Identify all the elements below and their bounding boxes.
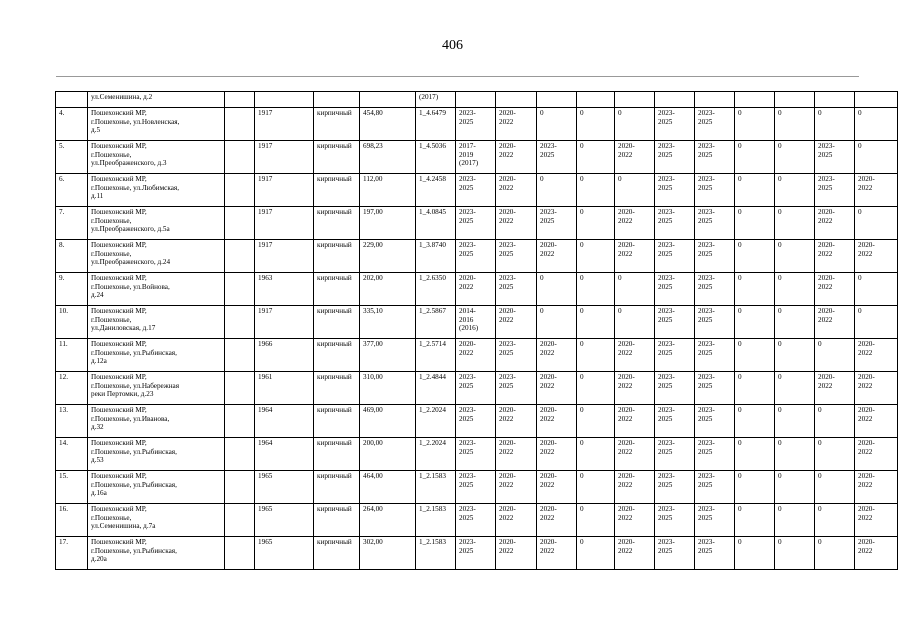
table-cell (695, 92, 735, 108)
table-cell-empty (225, 471, 255, 504)
table-cell (815, 92, 855, 108)
table-cell (855, 92, 898, 108)
table-cell: 0 (577, 174, 615, 207)
table-cell: Пошехонский МР, г.Пошехонье, ул.Рыбинская, д.20а (88, 537, 225, 570)
table-cell: 2023- 2025 (695, 504, 735, 537)
table-cell: 1961 (255, 372, 314, 405)
table-cell: 2020- 2022 (855, 174, 898, 207)
table-cell: 2023- 2025 (456, 405, 496, 438)
table-cell-empty (225, 207, 255, 240)
table-cell: кирпичный (314, 471, 360, 504)
table-cell: 2023- 2025 (456, 504, 496, 537)
table-body (56, 92, 898, 570)
table-cell: 0 (537, 273, 577, 306)
table-cell: Пошехонский МР, г.Пошехонье, ул.Преображенского, д.24 (88, 240, 225, 273)
table-cell: 2023- 2025 (456, 372, 496, 405)
table-cell (360, 92, 416, 108)
table-cell: 2020- 2022 (615, 405, 655, 438)
table-cell-empty (225, 174, 255, 207)
table-cell: 2023- 2025 (695, 372, 735, 405)
table-cell: 0 (855, 273, 898, 306)
table-cell: 0 (577, 372, 615, 405)
table-cell: 2020- 2022 (537, 372, 577, 405)
table-cell: 310,00 (360, 372, 416, 405)
table-cell: 0 (815, 471, 855, 504)
table-row (56, 207, 898, 240)
table-cell: 197,00 (360, 207, 416, 240)
table-cell: Пошехонский МР, г.Пошехонье, ул.Любимская, д.11 (88, 174, 225, 207)
table-cell: 0 (537, 306, 577, 339)
table-cell: 0 (537, 108, 577, 141)
table-cell: 2023- 2025 (655, 438, 695, 471)
table-cell: 1_4.0845 (416, 207, 456, 240)
table-cell: 0 (735, 372, 775, 405)
table-cell: 0 (615, 108, 655, 141)
table-cell: 2020- 2022 (615, 339, 655, 372)
table-cell: 2023- 2025 (456, 108, 496, 141)
table-cell: Пошехонский МР, г.Пошехонье, ул.Даниловская, д.17 (88, 306, 225, 339)
table-cell: 1964 (255, 438, 314, 471)
table-cell: 0 (735, 108, 775, 141)
table-cell: 464,00 (360, 471, 416, 504)
table-cell: 0 (577, 405, 615, 438)
table-cell: 0 (615, 174, 655, 207)
table-cell: 2020- 2022 (615, 537, 655, 570)
table-cell: 0 (577, 306, 615, 339)
table-cell: 0 (735, 174, 775, 207)
table-row (56, 537, 898, 570)
table-cell: 0 (735, 240, 775, 273)
table-row (56, 339, 898, 372)
table-cell: 0 (855, 306, 898, 339)
table-cell: 2023- 2025 (456, 207, 496, 240)
table-cell: 335,10 (360, 306, 416, 339)
table-cell: 2020- 2022 (537, 339, 577, 372)
table-cell: кирпичный (314, 372, 360, 405)
table-cell: 10. (56, 306, 88, 339)
table-cell: 2020- 2022 (496, 174, 537, 207)
table-cell: 1_2.5867 (416, 306, 456, 339)
table-cell: кирпичный (314, 537, 360, 570)
table-cell-empty (225, 108, 255, 141)
table-cell: 2020- 2022 (855, 504, 898, 537)
table-cell: 0 (855, 108, 898, 141)
table-cell: 698,23 (360, 141, 416, 174)
table-cell: 7. (56, 207, 88, 240)
table-cell: 2020- 2022 (855, 240, 898, 273)
table-cell: кирпичный (314, 339, 360, 372)
table-cell: 2020- 2022 (496, 306, 537, 339)
table-cell: 0 (735, 471, 775, 504)
table-cell: 0 (815, 339, 855, 372)
table-cell: 1917 (255, 141, 314, 174)
table-cell: кирпичный (314, 108, 360, 141)
table-cell: 2023- 2025 (496, 240, 537, 273)
table-cell: Пошехонский МР, г.Пошехонье, ул.Иванова, д.32 (88, 405, 225, 438)
table-cell: 0 (577, 339, 615, 372)
table-cell: 0 (775, 306, 815, 339)
table-cell: 0 (577, 141, 615, 174)
table-cell: кирпичный (314, 306, 360, 339)
table-row (56, 504, 898, 537)
table-row (56, 174, 898, 207)
table-cell: 2023- 2025 (695, 273, 735, 306)
table-cell: 1917 (255, 240, 314, 273)
table-cell: 2020- 2022 (815, 240, 855, 273)
table-row (56, 372, 898, 405)
table-cell: 2020- 2022 (496, 108, 537, 141)
table-cell: 2023- 2025 (695, 339, 735, 372)
table-cell: 454,80 (360, 108, 416, 141)
table-cell: Пошехонский МР, г.Пошехонье, ул.Набережная реки Пертомки, д.23 (88, 372, 225, 405)
table-cell: 2020- 2022 (456, 339, 496, 372)
table-cell: 1_2.1583 (416, 471, 456, 504)
table-cell: 2023- 2025 (655, 141, 695, 174)
table-cell: 2023- 2025 (655, 504, 695, 537)
table-cell: 2023- 2025 (456, 240, 496, 273)
table-cell: кирпичный (314, 504, 360, 537)
table-cell: 2023- 2025 (695, 207, 735, 240)
table-cell: 2023- 2025 (815, 174, 855, 207)
table-cell (537, 92, 577, 108)
table-cell: 0 (735, 207, 775, 240)
housing-register-table (55, 91, 898, 570)
table-cell: Пошехонский МР, г.Пошехонье, ул.Рыбинская, д.12а (88, 339, 225, 372)
table-cell: 0 (775, 471, 815, 504)
table-cell: 0 (855, 207, 898, 240)
table-cell: 0 (615, 273, 655, 306)
table-cell: 2020- 2022 (537, 471, 577, 504)
table-cell (225, 92, 255, 108)
table-cell: 2023- 2025 (655, 405, 695, 438)
table-cell: 1_2.5714 (416, 339, 456, 372)
table-cell: 6. (56, 174, 88, 207)
table-cell-empty (225, 405, 255, 438)
table-cell (255, 92, 314, 108)
table-cell: 2023- 2025 (655, 537, 695, 570)
table-cell: 2020- 2022 (615, 141, 655, 174)
table-cell: кирпичный (314, 141, 360, 174)
table-cell: 2023- 2025 (655, 372, 695, 405)
table-cell: 0 (735, 504, 775, 537)
table-cell: 0 (775, 339, 815, 372)
table-cell: 2020- 2022 (615, 504, 655, 537)
table-cell: 11. (56, 339, 88, 372)
table-cell (775, 92, 815, 108)
table-cell: 4. (56, 108, 88, 141)
table-cell: 2023- 2025 (655, 339, 695, 372)
table-cell: 2020- 2022 (537, 438, 577, 471)
table-cell: 2023- 2025 (695, 141, 735, 174)
table-cell: 0 (577, 207, 615, 240)
table-cell: 0 (815, 504, 855, 537)
table-row (56, 306, 898, 339)
table-cell: 14. (56, 438, 88, 471)
table-row (56, 108, 898, 141)
table-cell (496, 92, 537, 108)
table-cell: 2020- 2022 (615, 438, 655, 471)
table-cell: Пошехонский МР, г.Пошехонье, ул.Рыбинская, д.53 (88, 438, 225, 471)
table-cell: 1917 (255, 174, 314, 207)
table-cell: 0 (577, 504, 615, 537)
table-cell: 2023- 2025 (695, 405, 735, 438)
table-row (56, 438, 898, 471)
table-cell: 0 (815, 108, 855, 141)
table-cell: 0 (537, 174, 577, 207)
table-cell: 2023- 2025 (655, 174, 695, 207)
table-cell: 2020- 2022 (615, 207, 655, 240)
table-row (56, 141, 898, 174)
table-cell: 16. (56, 504, 88, 537)
header-rule (56, 76, 859, 77)
table-cell: 2020- 2022 (855, 537, 898, 570)
table-cell (735, 92, 775, 108)
table-cell: Пошехонский МР, г.Пошехонье, ул.Войнова, д.24 (88, 273, 225, 306)
table-cell: 2020- 2022 (855, 372, 898, 405)
table-cell-empty (225, 273, 255, 306)
table-cell: 2023- 2025 (655, 306, 695, 339)
table-cell-empty (225, 141, 255, 174)
table-cell: 2020- 2022 (496, 438, 537, 471)
table-cell-empty (225, 537, 255, 570)
table-cell: 2020- 2022 (815, 372, 855, 405)
table-cell: 1965 (255, 537, 314, 570)
table-cell: 2020- 2022 (456, 273, 496, 306)
table-cell-empty (225, 372, 255, 405)
table-cell: 2023- 2025 (695, 537, 735, 570)
table-cell: кирпичный (314, 174, 360, 207)
table-cell: 0 (815, 438, 855, 471)
table-cell: 1_2.2024 (416, 405, 456, 438)
table-cell-empty (225, 504, 255, 537)
table-cell: 1917 (255, 108, 314, 141)
table-cell: 2014- 2016 (2016) (456, 306, 496, 339)
table-cell: 1_4.2458 (416, 174, 456, 207)
table-cell: 2023- 2025 (496, 273, 537, 306)
table-cell: 9. (56, 273, 88, 306)
table-cell: 0 (735, 273, 775, 306)
table-cell: 2023- 2025 (655, 240, 695, 273)
table-cell: 229,00 (360, 240, 416, 273)
table-cell: 2023- 2025 (496, 339, 537, 372)
table-cell: 2020- 2022 (615, 471, 655, 504)
table-cell: 2020- 2022 (496, 504, 537, 537)
table-cell: 2023- 2025 (695, 240, 735, 273)
table-cell: 1917 (255, 306, 314, 339)
table-cell: 1965 (255, 504, 314, 537)
table-cell: 2020- 2022 (496, 471, 537, 504)
table-cell: 0 (775, 108, 815, 141)
table-cell: 2023- 2025 (537, 141, 577, 174)
table-cell: 2020- 2022 (537, 504, 577, 537)
table-cell: 13. (56, 405, 88, 438)
table-cell (577, 92, 615, 108)
table-cell: 0 (775, 273, 815, 306)
table-row (56, 240, 898, 273)
table-cell: 0 (735, 141, 775, 174)
table-cell: кирпичный (314, 438, 360, 471)
table-cell: ул.Семенишина, д.2 (88, 92, 225, 108)
table-cell: 1917 (255, 207, 314, 240)
page-number: 406 (442, 38, 463, 53)
table-cell: 2023- 2025 (456, 537, 496, 570)
table-cell (456, 92, 496, 108)
table-cell: 1963 (255, 273, 314, 306)
table-cell: 2020- 2022 (537, 405, 577, 438)
table-cell: 2023- 2025 (456, 438, 496, 471)
table-cell: 0 (815, 537, 855, 570)
table-cell: 2023- 2025 (456, 174, 496, 207)
table-cell: 1_2.6350 (416, 273, 456, 306)
table-cell: 200,00 (360, 438, 416, 471)
table-row (56, 405, 898, 438)
table-cell-empty (225, 339, 255, 372)
table-cell: Пошехонский МР, г.Пошехонье, ул.Новленская, д.5 (88, 108, 225, 141)
table-row (56, 471, 898, 504)
table-cell: 2020- 2022 (615, 372, 655, 405)
table-cell: 0 (577, 471, 615, 504)
table-cell: 377,00 (360, 339, 416, 372)
table-cell: 2020- 2022 (496, 207, 537, 240)
table-cell: 12. (56, 372, 88, 405)
table-cell: 0 (775, 141, 815, 174)
table-cell: 469,00 (360, 405, 416, 438)
table-cell: 1_2.1583 (416, 504, 456, 537)
table-cell: 1965 (255, 471, 314, 504)
table-cell (56, 92, 88, 108)
table-cell: 1_2.1583 (416, 537, 456, 570)
table-cell: 5. (56, 141, 88, 174)
table-cell: 0 (815, 405, 855, 438)
table-cell (655, 92, 695, 108)
table-cell: 2020- 2022 (537, 537, 577, 570)
table-cell: 0 (735, 339, 775, 372)
table-cell: 0 (775, 174, 815, 207)
table-cell: 1_4.6479 (416, 108, 456, 141)
table-cell: 2023- 2025 (655, 207, 695, 240)
table-cell: кирпичный (314, 207, 360, 240)
table-cell: 15. (56, 471, 88, 504)
table-cell: 0 (775, 537, 815, 570)
table-cell: 2023- 2025 (695, 108, 735, 141)
table-cell-empty (225, 438, 255, 471)
table-cell: 0 (775, 240, 815, 273)
table-cell: 2020- 2022 (855, 471, 898, 504)
table-cell-empty (225, 240, 255, 273)
table-cell: 2023- 2025 (655, 108, 695, 141)
table-cell: 0 (577, 438, 615, 471)
table-cell: 2020- 2022 (855, 405, 898, 438)
table-cell: 2020- 2022 (815, 306, 855, 339)
table-cell: 0 (735, 537, 775, 570)
table-cell: Пошехонский МР, г.Пошехонье, ул.Рыбинская, д.16а (88, 471, 225, 504)
table-cell: 202,00 (360, 273, 416, 306)
table-cell: 0 (577, 240, 615, 273)
table-cell: 2020- 2022 (815, 273, 855, 306)
table-cell: 0 (775, 207, 815, 240)
table-cell-empty (225, 306, 255, 339)
table-cell: 2017- 2019 (2017) (456, 141, 496, 174)
table-cell: 0 (775, 372, 815, 405)
table-cell: 0 (577, 537, 615, 570)
table-cell: 112,00 (360, 174, 416, 207)
table-cell: 2020- 2022 (855, 438, 898, 471)
table-cell: 0 (775, 405, 815, 438)
table-cell: 8. (56, 240, 88, 273)
table-cell: 0 (735, 438, 775, 471)
table-cell: 2020- 2022 (537, 240, 577, 273)
table-cell: 2023- 2025 (655, 273, 695, 306)
table-cell: 1966 (255, 339, 314, 372)
table-cell: 2023- 2025 (695, 438, 735, 471)
table-cell: Пошехонский МР, г.Пошехонье, ул.Преображенского, д.3 (88, 141, 225, 174)
table-cell: кирпичный (314, 240, 360, 273)
table-cell: Пошехонский МР, г.Пошехонье, ул.Семенишина, д.7а (88, 504, 225, 537)
table-cell: 1_3.8740 (416, 240, 456, 273)
table-cell: 0 (735, 405, 775, 438)
table-cell: 2023- 2025 (695, 306, 735, 339)
table-cell: (2017) (416, 92, 456, 108)
table-cell: 0 (577, 108, 615, 141)
table-cell: 2023- 2025 (456, 471, 496, 504)
table-cell: 1_2.4844 (416, 372, 456, 405)
table-cell: 0 (735, 306, 775, 339)
table-cell: 2020- 2022 (615, 240, 655, 273)
table-cell: кирпичный (314, 405, 360, 438)
table-cell: 2020- 2022 (496, 405, 537, 438)
table-row (56, 273, 898, 306)
table-cell: 0 (855, 141, 898, 174)
table-cell: 2023- 2025 (695, 174, 735, 207)
table-cell: 0 (615, 306, 655, 339)
table-cell: 2023- 2025 (695, 471, 735, 504)
table-cell: 2020- 2022 (815, 207, 855, 240)
table-cell (615, 92, 655, 108)
table-cell: 2023- 2025 (496, 372, 537, 405)
table-cell: 0 (775, 438, 815, 471)
table-cell: 264,00 (360, 504, 416, 537)
table-cell: Пошехонский МР, г.Пошехонье, ул.Преображенского, д.5а (88, 207, 225, 240)
table-cell: кирпичный (314, 273, 360, 306)
table-cell: 302,00 (360, 537, 416, 570)
table-cell: 2020- 2022 (855, 339, 898, 372)
table-row-continuation (56, 92, 898, 108)
table-cell: 1_4.5036 (416, 141, 456, 174)
table-cell: 2023- 2025 (537, 207, 577, 240)
table-cell: 1964 (255, 405, 314, 438)
table-cell: 17. (56, 537, 88, 570)
table-cell: 2020- 2022 (496, 141, 537, 174)
table-cell (314, 92, 360, 108)
table-cell: 0 (775, 504, 815, 537)
table-cell: 2023- 2025 (655, 471, 695, 504)
table-cell: 1_2.2024 (416, 438, 456, 471)
table-cell: 0 (577, 273, 615, 306)
table-cell: 2023- 2025 (815, 141, 855, 174)
table-cell: 2020- 2022 (496, 537, 537, 570)
